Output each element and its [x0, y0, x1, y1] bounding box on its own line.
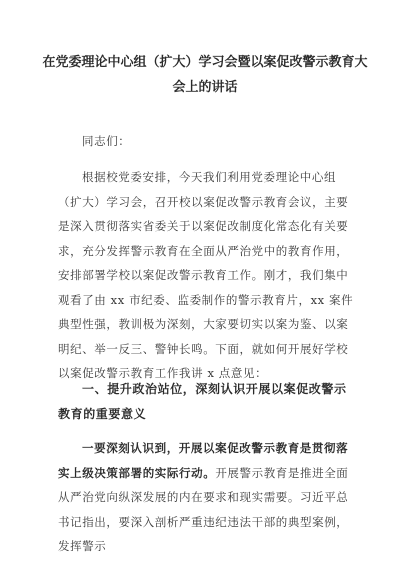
- paragraph-intro: 根据校党委安排，今天我们利用党委理论中心组（扩大）学习会，召开校以案促改警示教育会议，主要是深入贯彻落实省委关于以案促改制度化常态化有关要求，充分发挥警示教育在全面从严治党中的教育作用，安排部署学校以案促改警示教育工作。刚才，我们集中观看了由 xx 市纪委、监委制作的警示教育片，xx 案件典型性强，教训极为深刻，大家要切实以案为鉴、以案明纪、举一反三、警钟长鸣。下面，就如何开展好学校以案促改警示教育工作我讲 x 点意见：: [58, 170, 354, 380]
- title-line-2: 会上的讲话: [172, 80, 238, 95]
- document-title: [40, 50, 370, 100]
- paragraph-section-1: [58, 436, 354, 559]
- title-line-1: 在党委理论中心组（扩大）学习会暨以案促改警示教育大: [42, 55, 368, 70]
- paragraph-body-text: 开展警示教育是推进全面从严治党向纵深发展的内在要求和现实需要。习近平总书记指出，要深入剖析严重违纪违法干部的典型案例，发挥警示: [58, 465, 349, 553]
- section-heading-1: 一、提升政治站位，深刻认识开展以案促改警示教育的重要意义: [58, 382, 347, 421]
- paragraph-lead-sentence: 一要深刻认识到，开展以案促改警示教育是贯彻落实上级决策部署的实际行动。: [58, 441, 349, 480]
- greeting: 同志们：: [82, 134, 131, 148]
